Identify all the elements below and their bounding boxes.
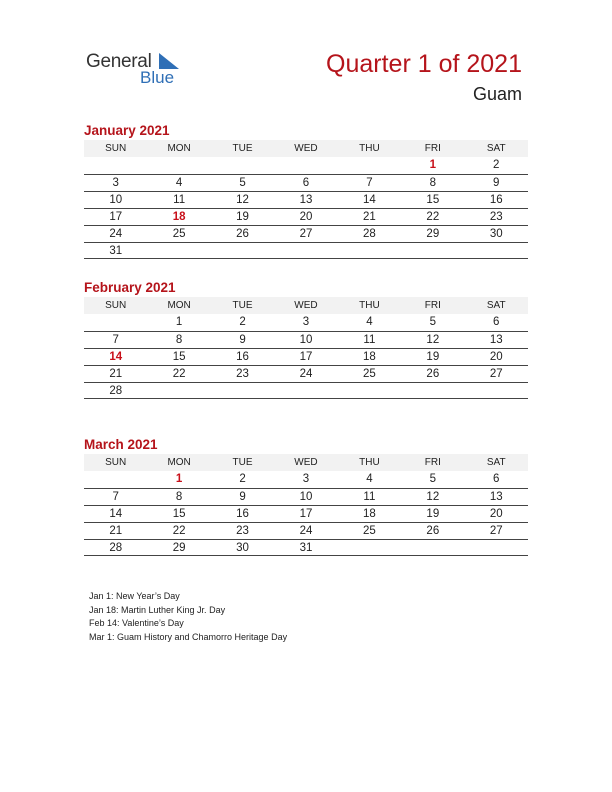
week-row	[84, 348, 528, 365]
holiday-note: Jan 18: Martin Luther King Jr. Day	[89, 604, 226, 615]
day-cell: 7	[112, 334, 119, 346]
day-cell: 8	[175, 334, 183, 346]
day-cell: 25	[363, 368, 376, 380]
day-cell: 30	[236, 542, 249, 554]
day-cell: 17	[299, 508, 313, 520]
day-cell: 7	[112, 491, 119, 503]
day-cell: 15	[172, 508, 186, 520]
day-cell: 4	[366, 473, 373, 485]
day-cell: 12	[426, 491, 440, 503]
week-row	[84, 505, 528, 522]
day-cell: 8	[429, 177, 437, 189]
weekday-header-row	[84, 297, 528, 314]
weekday-header: WED	[294, 143, 318, 154]
weekday-header: WED	[294, 457, 318, 468]
day-cell: 2	[493, 159, 500, 171]
day-cell: 24	[299, 525, 313, 537]
weekday-header: THU	[359, 300, 380, 311]
week-row	[84, 314, 528, 331]
week-row	[84, 157, 528, 174]
day-cell: 17	[109, 211, 123, 223]
logo-flag-icon	[159, 53, 179, 69]
day-cell: 11	[173, 194, 186, 206]
logo-text-blue: Blue	[140, 68, 175, 87]
weekday-header: SUN	[105, 300, 127, 311]
weekday-header-row	[84, 140, 528, 157]
weekday-header: SAT	[486, 143, 506, 154]
day-cell: 11	[363, 491, 376, 503]
day-cell: 22	[172, 525, 186, 537]
weekday-header: TUE	[232, 143, 253, 154]
day-cell: 27	[489, 368, 503, 380]
weekday-header: TUE	[232, 457, 253, 468]
day-cell	[147, 157, 210, 174]
day-cell: 3	[302, 473, 310, 485]
day-cell: 14	[363, 194, 376, 206]
day-cell	[147, 243, 210, 258]
day-cell	[401, 243, 464, 258]
month-calendar	[84, 436, 528, 556]
weekday-header-row	[84, 454, 528, 471]
holiday-day-cell: 1	[175, 473, 183, 485]
weekday-header: SUN	[105, 457, 127, 468]
week-row	[84, 331, 528, 348]
day-cell: 1	[175, 316, 183, 328]
day-cell: 27	[489, 525, 503, 537]
day-cell: 27	[299, 228, 313, 240]
day-cell: 13	[489, 334, 503, 346]
day-cell: 26	[236, 228, 249, 240]
weekday-header: MON	[167, 143, 191, 154]
month-title: March 2021	[84, 437, 158, 452]
logo-text-general: General	[86, 51, 152, 72]
day-cell: 19	[426, 508, 440, 520]
weekday-header: THU	[359, 143, 380, 154]
day-cell: 2	[239, 316, 246, 328]
day-cell: 30	[489, 228, 503, 240]
day-cell: 5	[239, 177, 246, 189]
day-cell: 25	[172, 228, 186, 240]
day-cell: 29	[172, 542, 186, 554]
day-cell: 28	[109, 385, 123, 397]
holiday-note: Mar 1: Guam History and Chamorro Heritage Day	[89, 631, 288, 642]
holiday-day-cell: 18	[172, 211, 186, 223]
day-cell: 7	[366, 177, 373, 189]
day-cell	[338, 243, 401, 258]
day-cell: 3	[112, 177, 119, 189]
day-cell	[338, 157, 401, 174]
day-cell	[84, 314, 147, 331]
week-row	[84, 242, 528, 259]
day-cell: 26	[426, 525, 440, 537]
day-cell: 29	[426, 228, 440, 240]
day-cell: 16	[489, 194, 503, 206]
day-cell: 23	[236, 525, 249, 537]
day-cell: 18	[363, 508, 376, 520]
day-cell: 9	[493, 177, 500, 189]
day-cell	[465, 383, 528, 398]
day-cell: 15	[172, 351, 186, 363]
day-cell: 28	[363, 228, 376, 240]
day-cell: 8	[175, 491, 183, 503]
day-cell: 20	[489, 508, 503, 520]
weekday-header: WED	[294, 300, 318, 311]
day-cell: 4	[366, 316, 373, 328]
day-cell: 23	[489, 211, 503, 223]
day-cell: 12	[236, 194, 249, 206]
week-row	[84, 365, 528, 382]
day-cell: 19	[426, 351, 440, 363]
weekday-header: MON	[167, 300, 191, 311]
day-cell: 15	[426, 194, 440, 206]
day-cell: 2	[239, 473, 246, 485]
day-cell	[274, 383, 337, 398]
day-cell: 31	[109, 245, 123, 257]
weekday-header: FRI	[424, 143, 441, 154]
weekday-header: FRI	[424, 300, 441, 311]
week-row	[84, 225, 528, 242]
week-row	[84, 488, 528, 505]
day-cell: 5	[429, 316, 437, 328]
month-calendar	[84, 279, 528, 399]
day-cell: 10	[299, 491, 313, 503]
day-cell: 24	[299, 368, 313, 380]
day-cell: 28	[109, 542, 123, 554]
day-cell: 18	[363, 351, 376, 363]
holiday-note: Feb 14: Valentine’s Day	[89, 618, 184, 629]
day-cell	[465, 540, 528, 555]
day-cell	[401, 383, 464, 398]
week-row	[84, 208, 528, 225]
day-cell: 13	[299, 194, 313, 206]
weekday-header: THU	[359, 457, 380, 468]
day-cell: 3	[302, 316, 310, 328]
day-cell	[401, 540, 464, 555]
weekday-header: MON	[167, 457, 191, 468]
day-cell: 9	[239, 334, 246, 346]
weekday-header: SAT	[486, 457, 506, 468]
page-title: Quarter 1 of 2021	[326, 50, 522, 78]
holiday-notes	[89, 590, 287, 644]
day-cell: 16	[236, 508, 249, 520]
logo	[86, 51, 196, 91]
day-cell: 5	[429, 473, 437, 485]
holiday-day-cell: 14	[109, 351, 123, 363]
day-cell	[274, 243, 337, 258]
day-cell: 6	[493, 473, 500, 485]
day-cell: 20	[489, 351, 503, 363]
day-cell: 22	[172, 368, 186, 380]
day-cell	[211, 157, 274, 174]
day-cell: 17	[299, 351, 313, 363]
day-cell: 14	[109, 508, 123, 520]
day-cell: 12	[426, 334, 440, 346]
week-row	[84, 471, 528, 488]
day-cell: 21	[109, 525, 123, 537]
day-cell: 21	[109, 368, 123, 380]
day-cell: 26	[426, 368, 440, 380]
weekday-header: TUE	[232, 300, 253, 311]
week-row	[84, 174, 528, 191]
day-cell: 20	[299, 211, 313, 223]
day-cell: 21	[363, 211, 376, 223]
week-row	[84, 522, 528, 539]
day-cell	[338, 540, 401, 555]
weekday-header: SUN	[105, 143, 127, 154]
day-cell	[147, 383, 210, 398]
month-title: February 2021	[84, 280, 176, 295]
weekday-header: FRI	[424, 457, 441, 468]
month-title: January 2021	[84, 123, 170, 138]
day-cell: 16	[236, 351, 249, 363]
day-cell: 9	[239, 491, 246, 503]
week-row	[84, 539, 528, 556]
week-row	[84, 382, 528, 399]
day-cell	[84, 471, 147, 488]
day-cell: 10	[109, 194, 123, 206]
day-cell	[274, 157, 337, 174]
day-cell: 31	[299, 542, 313, 554]
day-cell: 22	[426, 211, 440, 223]
day-cell: 23	[236, 368, 249, 380]
day-cell	[211, 383, 274, 398]
day-cell: 6	[302, 177, 310, 189]
week-row	[84, 191, 528, 208]
day-cell: 6	[493, 316, 500, 328]
day-cell: 10	[299, 334, 313, 346]
month-calendar	[84, 122, 528, 259]
day-cell: 25	[363, 525, 376, 537]
holiday-day-cell: 1	[429, 159, 437, 171]
day-cell: 4	[175, 177, 183, 189]
holiday-note: Jan 1: New Year’s Day	[89, 591, 180, 601]
day-cell: 11	[363, 334, 376, 346]
day-cell	[211, 243, 274, 258]
day-cell	[465, 243, 528, 258]
day-cell	[338, 383, 401, 398]
day-cell: 24	[109, 228, 123, 240]
day-cell: 19	[236, 211, 249, 223]
weekday-header: SAT	[486, 300, 506, 311]
day-cell	[84, 157, 147, 174]
day-cell: 13	[489, 491, 503, 503]
region-label: Guam	[472, 84, 522, 104]
